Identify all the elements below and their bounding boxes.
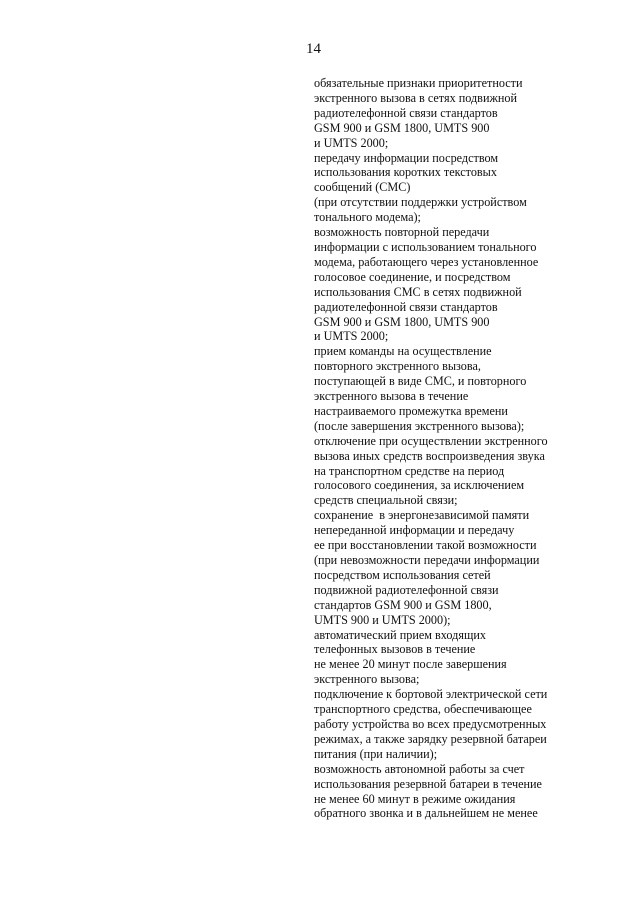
text-line: GSM 900 и GSM 1800, UMTS 900 xyxy=(314,120,490,135)
text-line: транспортного средства, обеспечивающее xyxy=(314,702,532,717)
text-line: радиотелефонной связи стандартов xyxy=(314,299,498,314)
text-line: на транспортном средстве на период xyxy=(314,463,505,478)
text-line: обратного звонка и в дальнейшем не менее xyxy=(314,806,538,821)
text-line: поступающей в виде СМС, и повторного xyxy=(314,374,527,389)
text-line: радиотелефонной связи стандартов xyxy=(314,105,498,120)
text-line: не менее 20 минут после завершения xyxy=(314,657,507,672)
text-line: питания (при наличии); xyxy=(314,746,438,761)
text-line: GSM 900 и GSM 1800, UMTS 900 xyxy=(314,314,490,329)
text-line: UMTS 900 и UMTS 2000); xyxy=(314,612,451,627)
text-line: повторного экстренного вызова, xyxy=(314,359,481,374)
text-line: и UMTS 2000; xyxy=(314,329,389,344)
text-line: режимах, а также зарядку резервной батареи xyxy=(314,731,547,746)
text-line: экстренного вызова в течение xyxy=(314,389,469,404)
text-line: экстренного вызова; xyxy=(314,672,420,687)
text-line: сохранение в энергонезависимой памяти xyxy=(314,508,530,523)
text-column xyxy=(314,76,614,821)
text-line: непереданной информации и передачу xyxy=(314,523,515,538)
text-line: посредством использования сетей xyxy=(314,567,491,582)
text-line: настраиваемого промежутка времени xyxy=(314,403,508,418)
text-line: использования СМС в сетях подвижной xyxy=(314,284,522,299)
text-line: ее при восстановлении такой возможности xyxy=(314,538,537,553)
text-line: передачу информации посредством xyxy=(314,150,499,165)
text-line: тонального модема); xyxy=(314,210,421,225)
text-line: обязательные признаки приоритетности xyxy=(314,76,523,90)
text-line: прием команды на осуществление xyxy=(314,344,492,359)
text-line: работу устройства во всех предусмотренных xyxy=(314,716,547,731)
text-line: голосовое соединение, и посредством xyxy=(314,269,511,284)
text-line: возможность повторной передачи xyxy=(314,225,490,240)
text-line: (при невозможности передачи информации xyxy=(314,553,540,567)
text-line: использования коротких текстовых xyxy=(314,165,497,180)
text-line: и UMTS 2000; xyxy=(314,135,389,150)
text-line: не менее 60 минут в режиме ожидания xyxy=(314,791,516,806)
text-line: телефонных вызовов в течение xyxy=(314,642,476,657)
text-line: (при отсутствии поддержки устройством xyxy=(314,195,527,210)
text-line: использования резервной батареи в течение xyxy=(314,776,542,791)
text-line: модема, работающего через установленное xyxy=(314,254,539,269)
text-line: стандартов GSM 900 и GSM 1800, xyxy=(314,597,492,612)
text-line: отключение при осуществлении экстренного xyxy=(314,433,548,448)
text-line: информации с использованием тонального xyxy=(314,239,537,254)
text-line: подключение к бортовой электрической сети xyxy=(314,687,548,702)
text-line: вызова иных средств воспроизведения звука xyxy=(314,448,545,463)
text-line: сообщений (СМС) xyxy=(314,180,411,195)
text-line: подвижной радиотелефонной связи xyxy=(314,582,499,597)
text-line: автоматический прием входящих xyxy=(314,627,486,642)
page-number: 14 xyxy=(306,41,321,57)
text-line: возможность автономной работы за счет xyxy=(314,761,525,776)
text-line: экстренного вызова в сетях подвижной xyxy=(314,90,518,105)
text-line: (после завершения экстренного вызова); xyxy=(314,418,525,433)
text-line: средств специальной связи; xyxy=(314,493,458,508)
text-line: голосового соединения, за исключением xyxy=(314,478,525,493)
